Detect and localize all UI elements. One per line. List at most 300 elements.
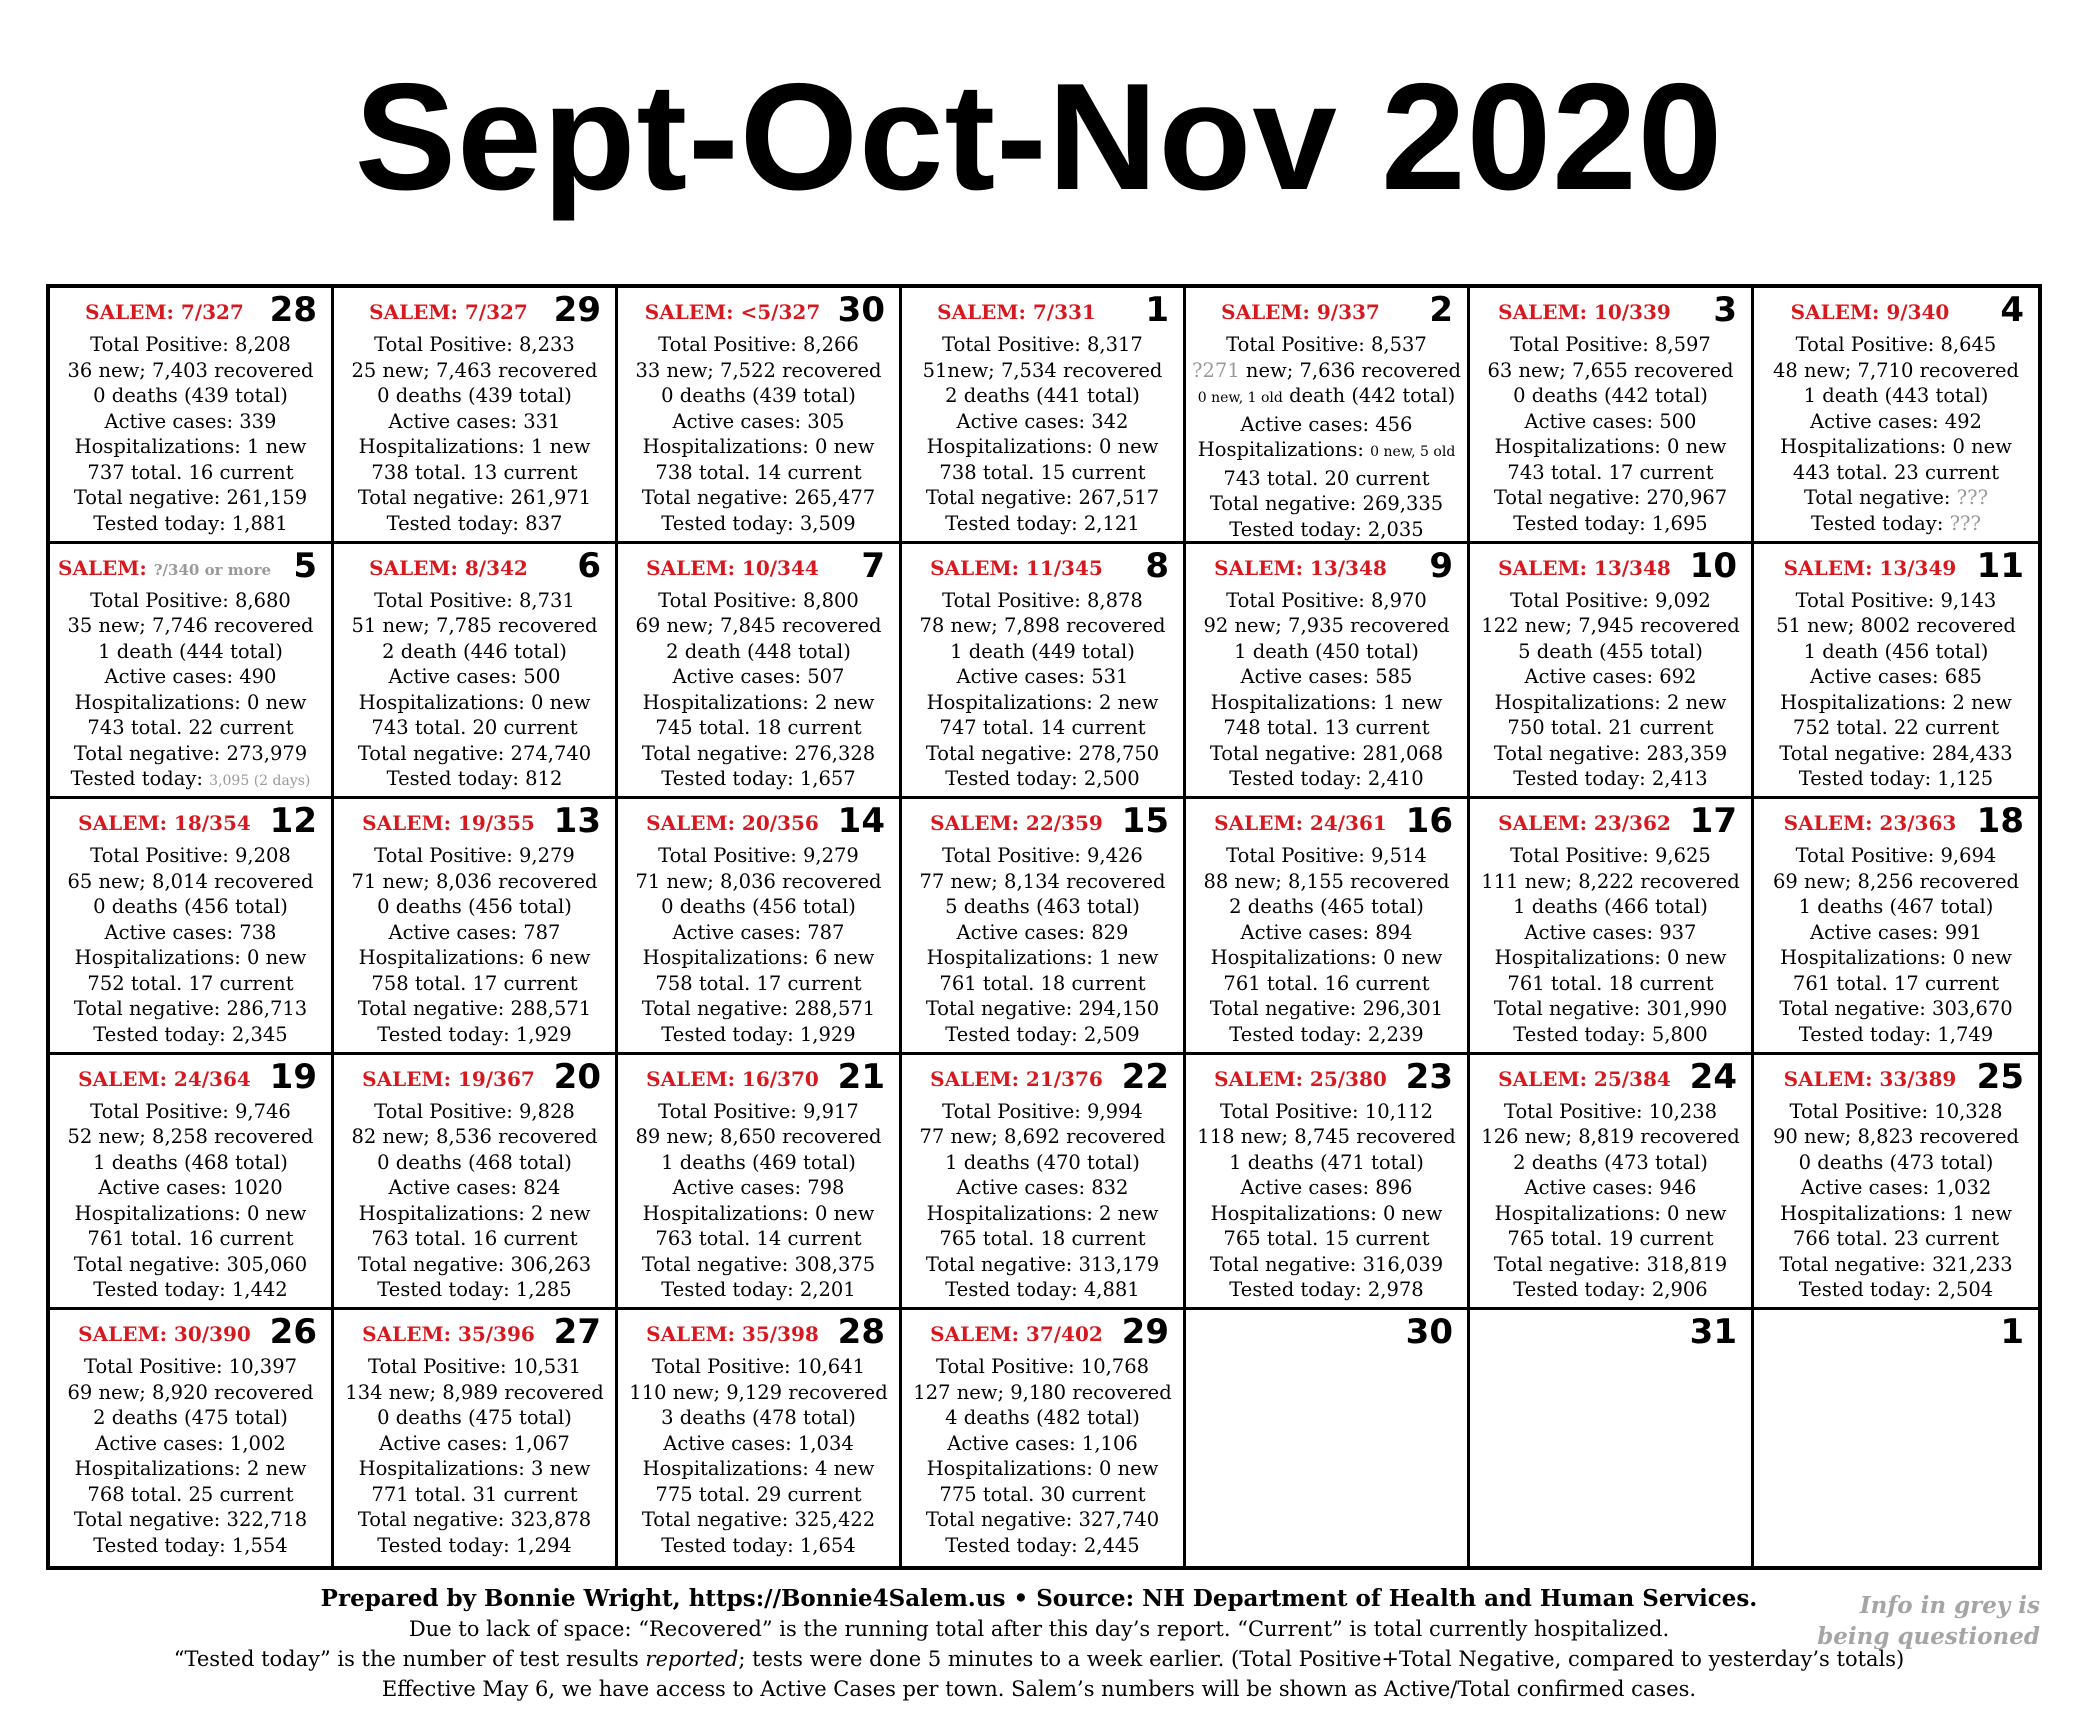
stat-text: 71 new; 8,036 recovered	[351, 869, 598, 893]
stat-line	[1186, 1226, 1467, 1252]
stat-line	[1754, 1226, 2038, 1252]
salem-cases	[1478, 1065, 1691, 1093]
stat-line	[902, 869, 1183, 895]
stat-line	[334, 945, 615, 971]
stat-text: Total negative: 316,039	[1209, 1252, 1444, 1276]
salem-cases	[1194, 1065, 1407, 1093]
stat-text: 126 new; 8,819 recovered	[1481, 1125, 1740, 1149]
stat-text: 1 death (450 total)	[1234, 639, 1419, 663]
salem-cases	[342, 1320, 555, 1348]
stat-line	[618, 1226, 899, 1252]
stat-line	[618, 843, 899, 869]
calendar-day-cell	[902, 1310, 1186, 1566]
stat-text: 69 new; 7,845 recovered	[635, 614, 882, 638]
salem-label: SALEM: 24/361	[1214, 811, 1387, 836]
stat-text: 1 deaths (468 total)	[93, 1150, 288, 1174]
stat-text: Active cases: 894	[1240, 920, 1413, 944]
stat-text: Tested today: 1,657	[661, 767, 856, 791]
stat-line	[1470, 588, 1751, 614]
stat-text: 52 new; 8,258 recovered	[67, 1125, 314, 1149]
stat-text: Total negative: 276,328	[641, 741, 876, 765]
cell-header	[1186, 290, 1467, 332]
questioned-value: ?271	[1192, 358, 1240, 382]
stat-line	[50, 996, 331, 1022]
stat-text: Active cases: 798	[672, 1176, 845, 1200]
stat-text: Active cases: 896	[1240, 1176, 1413, 1200]
day-number: 19	[269, 1056, 317, 1097]
stat-line	[902, 1482, 1183, 1508]
stat-text: 33 new; 7,522 recovered	[635, 358, 882, 382]
stat-line	[1470, 485, 1751, 511]
stat-line	[50, 1252, 331, 1278]
day-number: 8	[1145, 545, 1169, 586]
stat-line	[1186, 945, 1467, 971]
stat-line	[1754, 1150, 2038, 1176]
stat-text: Total negative: 261,971	[357, 486, 592, 509]
stat-text: Hospitalizations: 2 new	[1494, 690, 1727, 714]
stat-text: 36 new; 7,403 recovered	[67, 358, 314, 382]
stat-text: 65 new; 8,014 recovered	[67, 869, 314, 893]
stat-text: 743 total. 17 current	[1507, 460, 1714, 484]
stat-line	[1186, 639, 1467, 665]
stat-text: 0 deaths (439 total)	[661, 384, 856, 407]
salem-cases	[1478, 809, 1691, 837]
day-number: 12	[269, 801, 317, 842]
stat-line	[902, 1252, 1183, 1278]
stat-text: Tested today: 2,345	[93, 1022, 288, 1046]
stat-line	[618, 1175, 899, 1201]
calendar-day-cell	[618, 799, 902, 1055]
stat-line	[1754, 1201, 2038, 1227]
cell-header	[1186, 1056, 1467, 1099]
stat-text: Total Positive: 9,279	[658, 844, 859, 868]
stat-text: Total Positive: 10,641	[651, 1355, 866, 1379]
stat-text: Active cases: 824	[388, 1176, 561, 1200]
salem-label: SALEM: <5/327	[644, 300, 821, 324]
stat-line	[334, 1277, 615, 1303]
stat-text: Tested today: 1,285	[377, 1278, 572, 1302]
stat-line	[1186, 1175, 1467, 1201]
stat-line	[50, 1201, 331, 1227]
stat-text: 82 new; 8,536 recovered	[351, 1125, 598, 1149]
stat-line	[902, 1507, 1183, 1533]
stat-line	[902, 332, 1183, 358]
cell-header	[1470, 290, 1751, 332]
stat-line	[1754, 1252, 2038, 1278]
stat-line	[618, 1124, 899, 1150]
stat-line	[1470, 460, 1751, 486]
stat-line	[1754, 1175, 2038, 1201]
stat-text: 1 death (456 total)	[1803, 639, 1989, 663]
stat-line	[618, 511, 899, 537]
stat-line	[334, 920, 615, 946]
salem-label: SALEM: 8/342	[369, 555, 528, 580]
salem-label: SALEM: 33/389	[1783, 1066, 1957, 1091]
stat-text: Tested today: 2,445	[945, 1533, 1140, 1557]
stat-text: Total negative: 306,263	[357, 1252, 592, 1276]
stat-line	[50, 843, 331, 869]
stat-text: Total negative: 281,068	[1209, 741, 1444, 765]
stat-text: 0 deaths (442 total)	[1513, 384, 1708, 407]
day-number: 31	[1689, 1312, 1737, 1353]
stat-line	[50, 639, 331, 665]
stat-line	[902, 971, 1183, 997]
stat-line	[1186, 920, 1467, 946]
stat-line	[618, 945, 899, 971]
stat-text: Total negative: 313,179	[925, 1252, 1160, 1276]
stat-text: Hospitalizations: 2 new	[642, 690, 875, 714]
stat-text: Hospitalizations: 2 new	[926, 690, 1159, 714]
stat-line	[1186, 843, 1467, 869]
stat-text: Total negative: 318,819	[1493, 1252, 1728, 1276]
day-number: 28	[269, 290, 317, 330]
stat-line	[1470, 1226, 1751, 1252]
cell-header	[1470, 545, 1751, 588]
stat-line	[618, 409, 899, 435]
stat-text: 2 deaths (475 total)	[93, 1406, 288, 1430]
salem-label: SALEM: 25/384	[1498, 1066, 1671, 1091]
cell-header	[50, 1056, 331, 1099]
stat-text: Hospitalizations: 0 new	[74, 1201, 307, 1225]
stat-line	[1754, 639, 2038, 665]
stat-text: Total negative: 301,990	[1493, 997, 1728, 1021]
salem-cases	[1762, 554, 1978, 582]
stat-line	[1470, 690, 1751, 716]
salem-label: SALEM: 30/390	[78, 1322, 251, 1347]
stat-text: Tested today: 1,929	[377, 1022, 572, 1046]
stat-text: new; 7,636 recovered	[1239, 358, 1461, 382]
stat-text: Active cases: 507	[672, 665, 845, 689]
stat-line	[334, 741, 615, 767]
stat-line	[1470, 996, 1751, 1022]
day-number: 21	[837, 1056, 885, 1097]
stat-line	[618, 1482, 899, 1508]
day-number: 13	[553, 801, 601, 842]
stat-text: Hospitalizations: 6 new	[642, 946, 875, 970]
stat-text: 775 total. 30 current	[939, 1482, 1146, 1506]
day-number: 20	[553, 1056, 601, 1097]
stat-text: Total negative: 278,750	[925, 741, 1160, 765]
salem-label: SALEM: 11/345	[930, 555, 1103, 580]
stat-line	[334, 843, 615, 869]
stat-line	[50, 1431, 331, 1457]
stat-line	[1186, 1022, 1467, 1048]
stat-text: Hospitalizations: 0 new	[1210, 946, 1443, 970]
stat-line	[1186, 358, 1467, 384]
stat-text: 88 new; 8,155 recovered	[1203, 869, 1450, 893]
stat-line	[50, 460, 331, 486]
stat-line	[334, 485, 615, 511]
stat-text: Total Positive: 10,768	[935, 1355, 1150, 1379]
stat-line	[50, 1099, 331, 1125]
stat-text: 752 total. 22 current	[1792, 716, 2000, 740]
footer-credit: Prepared by Bonnie Wright, https://Bonnie4Salem.us • Source: NH Department of Health and Human Services.	[320, 1585, 1758, 1612]
stat-text: 758 total. 17 current	[371, 971, 578, 995]
stat-line	[618, 460, 899, 486]
stat-line	[50, 741, 331, 767]
stat-line	[618, 766, 899, 792]
stat-text: 71 new; 8,036 recovered	[635, 869, 882, 893]
stat-line	[1754, 996, 2038, 1022]
stat-line	[1470, 664, 1751, 690]
stat-line	[902, 1277, 1183, 1303]
stat-text: Hospitalizations: 2 new	[1780, 690, 2012, 714]
stat-text: Active cases: 738	[104, 920, 277, 944]
stat-line	[1470, 1124, 1751, 1150]
calendar-day-cell	[334, 799, 618, 1055]
stat-line	[1186, 613, 1467, 639]
stat-text: Active cases: 1,034	[663, 1431, 854, 1455]
stat-line	[618, 996, 899, 1022]
stat-line	[902, 945, 1183, 971]
stat-line	[1470, 741, 1751, 767]
stat-line	[902, 409, 1183, 435]
salem-cases	[58, 1320, 271, 1348]
page-title: Sept-Oct-Nov 2020	[354, 52, 1724, 222]
calendar-day-cell	[902, 799, 1186, 1055]
stat-line	[902, 1533, 1183, 1559]
stat-text: Total Positive: 8,537	[1226, 333, 1427, 356]
stat-text: 134 new; 8,989 recovered	[345, 1380, 604, 1404]
stat-text: death (442 total)	[1282, 384, 1456, 407]
stat-line	[1470, 613, 1751, 639]
salem-cases	[1762, 1065, 1978, 1093]
stat-text: Tested today: 2,410	[1229, 767, 1424, 791]
calendar-day-cell	[1470, 288, 1754, 544]
stat-text: Total Positive: 8,970	[1226, 588, 1427, 612]
stat-text: 48 new; 7,710 recovered	[1772, 358, 2020, 382]
stat-line	[1470, 766, 1751, 792]
stat-line	[50, 920, 331, 946]
stat-line	[50, 1533, 331, 1559]
stat-text: 0 deaths (439 total)	[377, 384, 572, 407]
stat-line	[1470, 869, 1751, 895]
stat-text: Tested today: 2,509	[945, 1022, 1140, 1046]
cell-header	[334, 1056, 615, 1099]
stat-line	[50, 1150, 331, 1176]
stat-text: 127 new; 9,180 recovered	[913, 1380, 1172, 1404]
salem-cases	[626, 1065, 839, 1093]
grey-note-line-1: Info in grey is	[1859, 1592, 2040, 1619]
cell-header	[334, 290, 615, 332]
stat-line	[334, 639, 615, 665]
stat-text: Total Positive: 9,426	[942, 844, 1143, 868]
cell-header	[902, 1056, 1183, 1099]
stat-text: 118 new; 8,745 recovered	[1197, 1125, 1456, 1149]
salem-label: SALEM: 7/327	[85, 300, 244, 324]
stat-line	[618, 1277, 899, 1303]
stat-text: Active cases: 585	[1240, 665, 1413, 689]
stat-line	[1470, 1175, 1751, 1201]
stat-line	[334, 690, 615, 716]
stat-line	[618, 1431, 899, 1457]
day-number: 24	[1689, 1056, 1737, 1097]
stat-text: Hospitalizations: 0 new	[1494, 435, 1727, 458]
stat-line	[1754, 869, 2038, 895]
stat-line	[1754, 843, 2038, 869]
stat-text: Total negative: 284,433	[1779, 741, 2013, 765]
stat-line	[334, 1022, 615, 1048]
stat-line	[1754, 1099, 2038, 1125]
stat-text: 2 deaths (441 total)	[945, 384, 1140, 407]
cell-header	[902, 1312, 1183, 1354]
stat-text: Total Positive: 10,328	[1789, 1099, 2003, 1123]
cell-header	[618, 801, 899, 843]
stat-line	[1186, 715, 1467, 741]
stat-line	[1754, 945, 2038, 971]
stat-text: Active cases: 500	[388, 665, 561, 689]
salem-label: SALEM: 25/380	[1214, 1066, 1387, 1091]
stat-text: 5 deaths (463 total)	[945, 895, 1140, 919]
stat-text: Total Positive: 9,917	[658, 1099, 859, 1123]
questioned-value: 3,095 (2 days)	[209, 773, 311, 790]
salem-label: SALEM:	[58, 555, 154, 580]
stat-text: Tested today: 1,294	[377, 1533, 572, 1557]
stat-text: 1 death (449 total)	[950, 639, 1135, 663]
stat-text: Total negative: 323,878	[357, 1508, 592, 1532]
stat-line	[618, 588, 899, 614]
stat-line	[1754, 383, 2038, 409]
stat-text: 1 death (443 total)	[1803, 384, 1989, 407]
stat-text: 738 total. 13 current	[371, 460, 578, 484]
stat-line	[50, 664, 331, 690]
stat-text: Tested today: 1,749	[1798, 1022, 1994, 1046]
stat-text: Total negative: 261,159	[73, 486, 308, 509]
stat-line	[618, 383, 899, 409]
stat-text: 69 new; 8,256 recovered	[1772, 869, 2020, 893]
calendar-day-cell	[1186, 1055, 1470, 1311]
stat-text: Total Positive: 8,317	[942, 333, 1143, 356]
stat-text: Total Positive: 8,597	[1510, 333, 1711, 356]
stat-text: 0 new, 1 old	[1197, 390, 1283, 406]
calendar-day-cell	[334, 1310, 618, 1566]
stat-text: 747 total. 14 current	[939, 716, 1146, 740]
stat-line	[334, 1380, 615, 1406]
stat-text: Active cases: 829	[956, 920, 1129, 944]
calendar-day-cell	[902, 1055, 1186, 1311]
salem-cases	[910, 809, 1123, 837]
stat-text: Tested today: 2,500	[945, 767, 1140, 791]
stat-text: Total Positive: 10,112	[1219, 1099, 1434, 1123]
stat-line	[50, 434, 331, 460]
stat-text: 0 deaths (473 total)	[1798, 1150, 1994, 1174]
stat-line	[50, 1175, 331, 1201]
cell-header	[50, 545, 331, 588]
calendar-day-cell	[1470, 544, 1754, 800]
salem-cases	[58, 298, 271, 326]
salem-label: SALEM: 22/359	[930, 811, 1103, 836]
stat-text: Active cases: 1,106	[947, 1431, 1138, 1455]
salem-label: SALEM: 24/364	[78, 1066, 251, 1091]
stat-text: Tested today: 2,239	[1229, 1022, 1424, 1046]
stat-line	[1470, 383, 1751, 409]
stat-line	[1470, 409, 1751, 435]
stat-line	[1470, 1099, 1751, 1125]
stat-text: Tested today: 1,654	[661, 1533, 856, 1557]
stat-line	[50, 1354, 331, 1380]
stat-line	[50, 383, 331, 409]
stat-text: Total negative: 265,477	[641, 486, 876, 509]
stat-text: 1 death (444 total)	[98, 639, 283, 663]
footer-note-tested-a: “Tested today” is the number of test results	[173, 1647, 646, 1671]
stat-line	[50, 1507, 331, 1533]
stat-line	[1754, 434, 2038, 460]
stat-text: 737 total. 16 current	[87, 460, 294, 484]
salem-cases	[1478, 554, 1691, 582]
stat-text: 0 new, 5 old	[1370, 444, 1456, 460]
stat-text: Total negative: 286,713	[73, 997, 308, 1021]
stat-line	[1186, 690, 1467, 716]
stat-text: 775 total. 29 current	[655, 1482, 862, 1506]
stat-line	[1186, 1124, 1467, 1150]
stat-text: Tested today: 2,121	[945, 511, 1140, 535]
stat-line	[902, 485, 1183, 511]
stat-line	[1470, 434, 1751, 460]
stat-line	[334, 1456, 615, 1482]
stat-text: Total Positive: 10,397	[83, 1355, 298, 1379]
stat-line	[334, 1405, 615, 1431]
stat-text: 761 total. 18 current	[1507, 971, 1714, 995]
stat-line	[902, 715, 1183, 741]
stat-text: Total Positive: 9,694	[1795, 844, 1997, 868]
stat-line	[50, 613, 331, 639]
salem-label: SALEM: 13/349	[1783, 555, 1957, 580]
stat-line	[50, 1456, 331, 1482]
stat-line	[334, 1175, 615, 1201]
salem-label: SALEM: 35/396	[362, 1322, 535, 1347]
stat-line	[618, 1533, 899, 1559]
stat-line	[902, 996, 1183, 1022]
calendar-day-cell	[618, 288, 902, 544]
stat-line	[618, 1380, 899, 1406]
day-number: 14	[837, 801, 885, 842]
stat-text: Active cases: 500	[1524, 409, 1697, 433]
day-number: 23	[1405, 1056, 1453, 1097]
calendar-day-cell	[1754, 1055, 2038, 1311]
stat-line	[1186, 466, 1467, 492]
stat-text: 748 total. 13 current	[1223, 716, 1430, 740]
stat-line	[902, 690, 1183, 716]
stat-text: Tested today: 812	[386, 767, 563, 791]
stat-text: Tested today: 3,509	[661, 511, 856, 535]
stat-line	[1186, 383, 1467, 412]
cell-header	[334, 801, 615, 843]
stat-text: 92 new; 7,935 recovered	[1203, 614, 1450, 638]
day-number: 5	[293, 545, 317, 586]
stat-line	[902, 1431, 1183, 1457]
stat-text: 763 total. 16 current	[371, 1227, 578, 1251]
stat-line	[1470, 843, 1751, 869]
stat-text: 1 deaths (469 total)	[661, 1150, 856, 1174]
stat-line	[902, 588, 1183, 614]
stat-line	[902, 511, 1183, 537]
salem-label: SALEM: 9/340	[1790, 300, 1950, 324]
stat-text: Total Positive: 8,233	[374, 333, 575, 356]
stat-text: 750 total. 21 current	[1507, 716, 1714, 740]
stat-line	[902, 1022, 1183, 1048]
day-number: 10	[1689, 545, 1737, 586]
salem-label: SALEM: 18/354	[78, 811, 251, 836]
calendar-day-cell	[618, 1055, 902, 1311]
stat-text: Hospitalizations: 0 new	[926, 435, 1159, 458]
salem-label: SALEM: 9/337	[1221, 300, 1380, 324]
stat-text: Hospitalizations: 0 new	[74, 690, 307, 714]
stat-line	[1754, 894, 2038, 920]
cell-header	[1186, 801, 1467, 843]
calendar-day-cell	[50, 1310, 334, 1566]
stat-line	[1470, 945, 1751, 971]
stat-line	[50, 358, 331, 384]
